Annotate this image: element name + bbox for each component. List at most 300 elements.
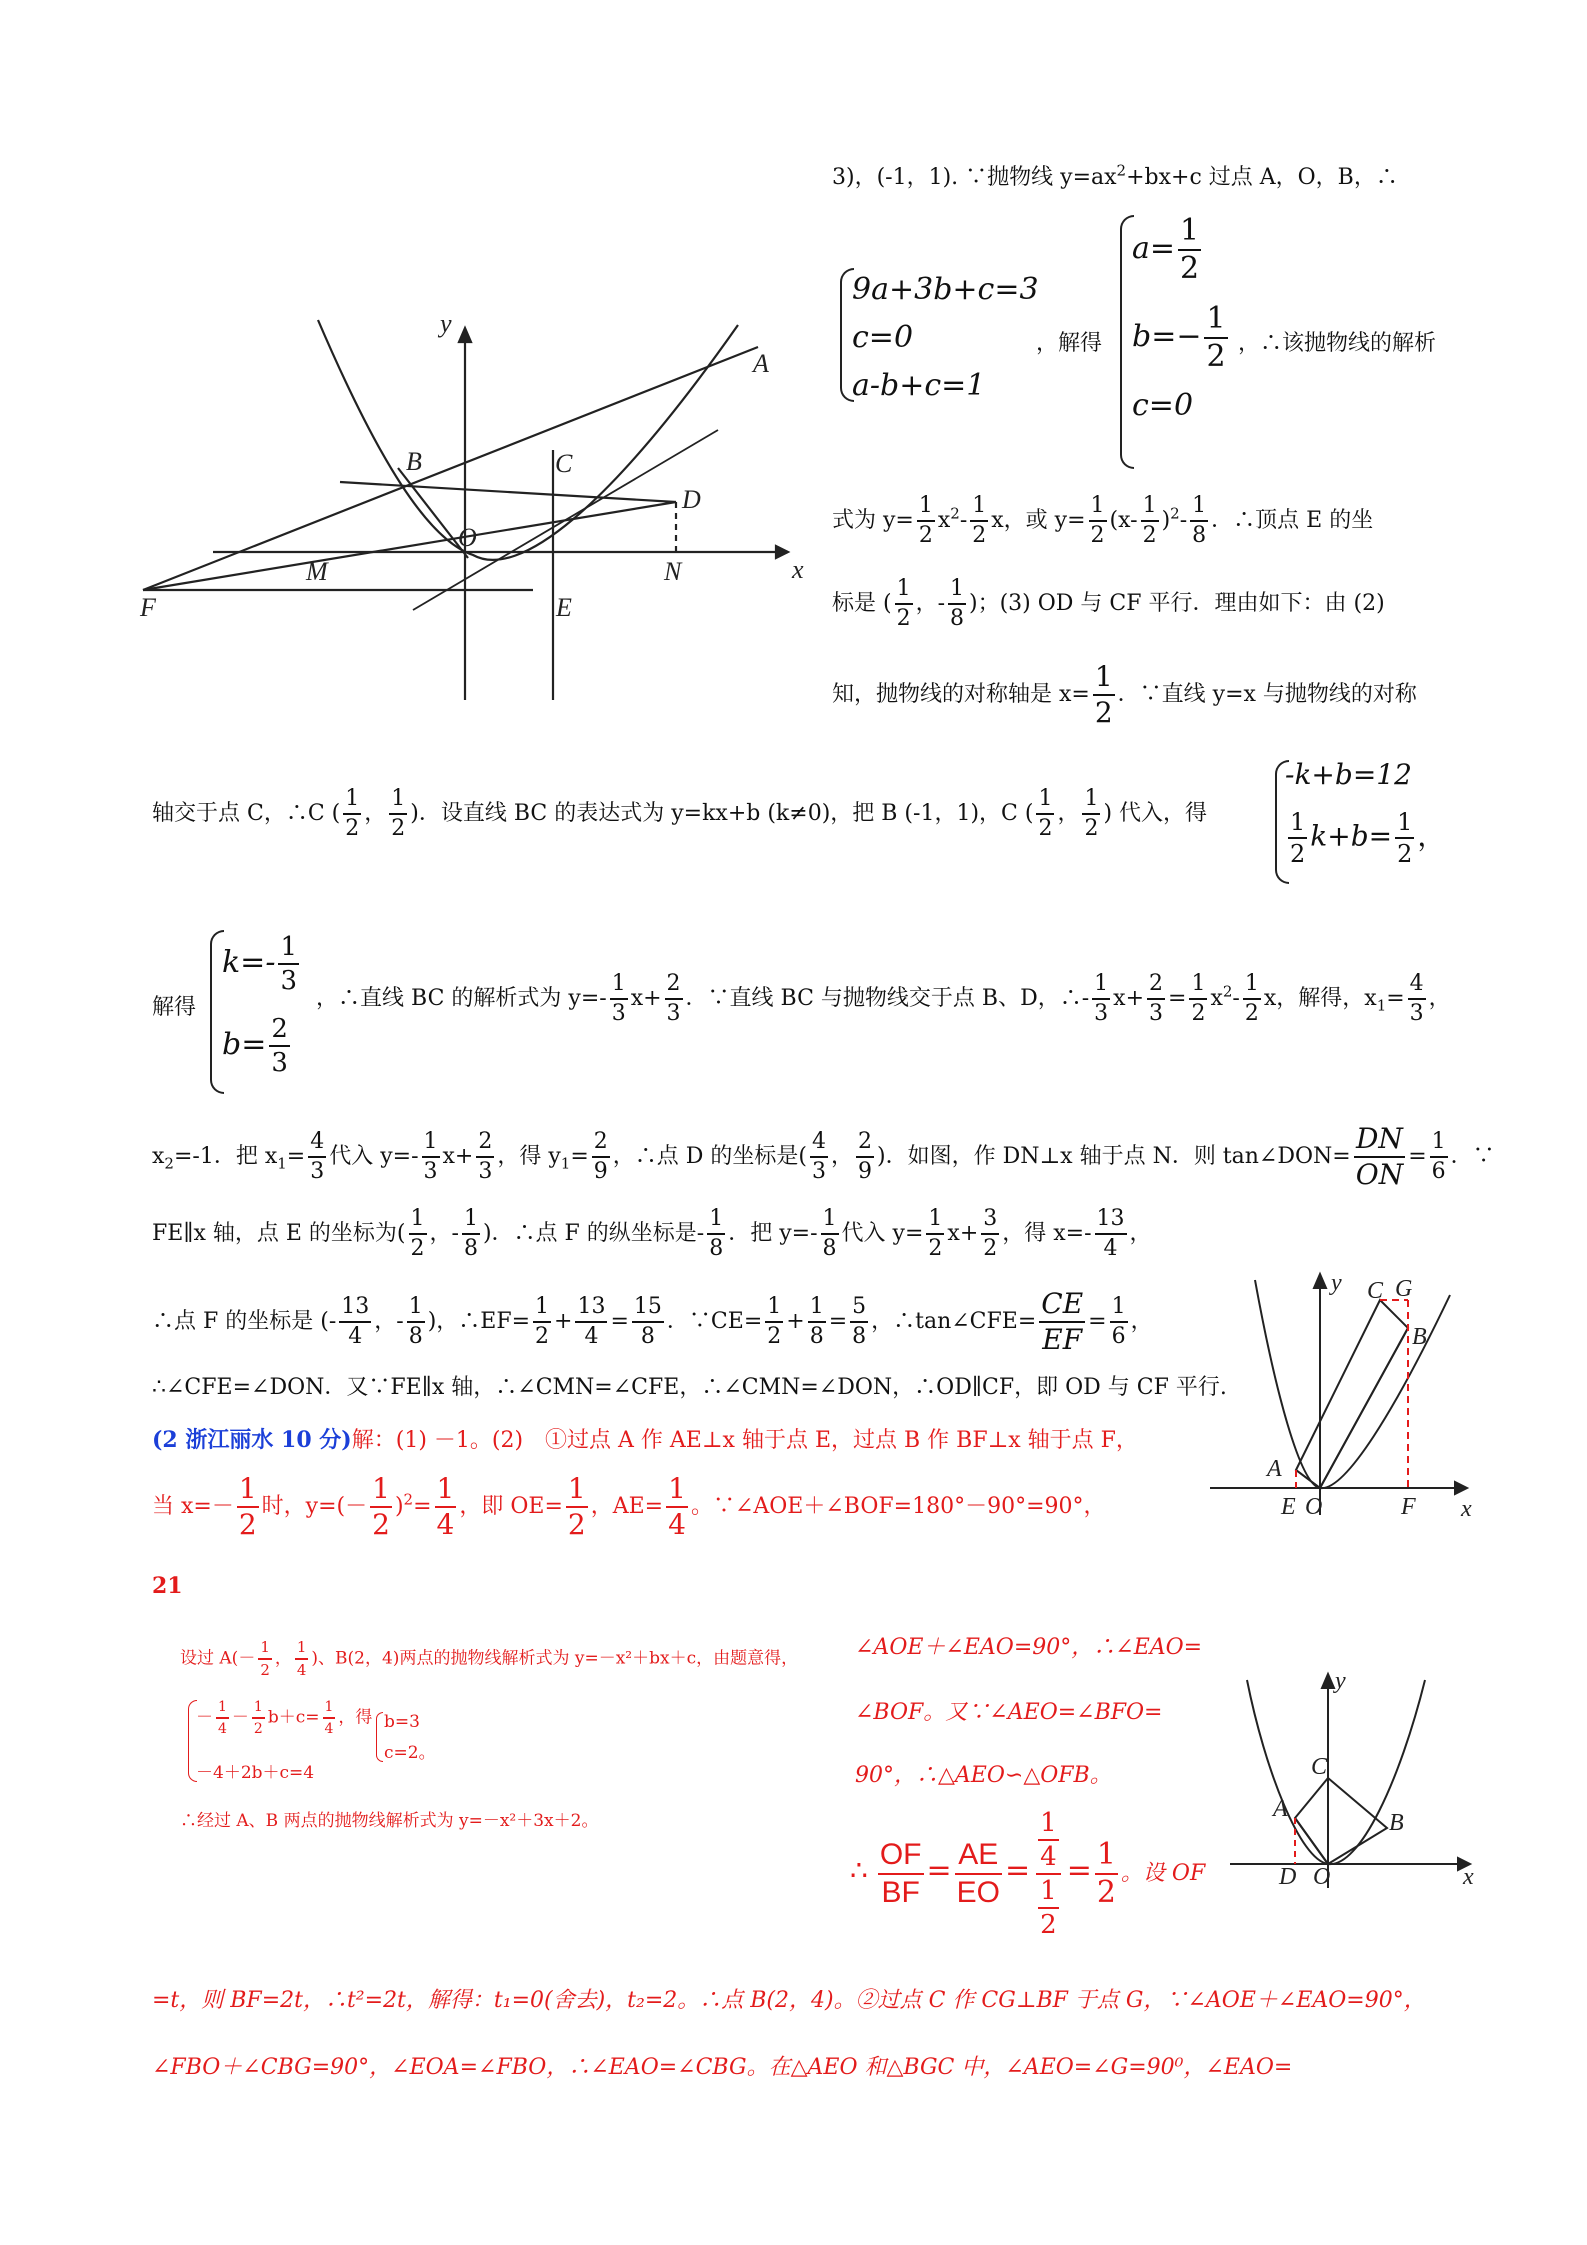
l10-f2 <box>407 1296 425 1348</box>
l8-f8d: 6 <box>1431 1159 1446 1184</box>
sys1-row3: a-b+c=1 <box>852 368 986 403</box>
l10-t9: ，∴tan∠CFE= <box>871 1309 1037 1334</box>
l3-f2n: 1 <box>970 495 988 522</box>
sys3-b <box>222 1016 293 1076</box>
l10-f5n: 15 <box>632 1296 664 1323</box>
l9-t3: )．∴点 F 的纵坐标是- <box>482 1221 705 1246</box>
l3-t1: 式为 y= <box>832 508 914 533</box>
l3-t5: (x- <box>1109 508 1138 533</box>
note-line-1 <box>180 1640 798 1678</box>
l8-f1n: 4 <box>308 1131 326 1158</box>
fig2-label-C: C <box>1367 1278 1384 1304</box>
l7-t7: x <box>1210 986 1223 1011</box>
l3-f1d: 2 <box>918 523 933 548</box>
l3-f4n: 1 <box>1141 495 1159 522</box>
sys2-f6n: 1 <box>1395 810 1414 839</box>
l7-s1: 2 <box>1222 982 1233 1001</box>
fig2-label-F: F <box>1401 1494 1416 1520</box>
l9-f6 <box>981 1208 999 1260</box>
sys2-row2 <box>1285 810 1445 866</box>
l8-f4n: 2 <box>592 1131 610 1158</box>
l9-t2: ，- <box>429 1221 459 1246</box>
sol-a-num: 1 <box>1178 216 1201 251</box>
note-f2n: 1 <box>295 1640 309 1660</box>
sys3-k <box>222 934 302 994</box>
l4-f1 <box>895 578 913 630</box>
fig3-label-y: y <box>1335 1670 1346 1694</box>
sys3-bn: 2 <box>269 1016 290 1047</box>
l8-f3n: 2 <box>476 1131 494 1158</box>
l7-f2d: 3 <box>666 1001 681 1026</box>
l8-f1 <box>308 1131 326 1183</box>
fig1-label-A: A <box>753 349 769 378</box>
l13-s1: 2 <box>403 1490 414 1509</box>
l6-f2 <box>389 788 407 840</box>
l10-f7n: 1 <box>808 1296 826 1323</box>
l5-fd: 2 <box>1094 696 1113 729</box>
l9-f5n: 1 <box>926 1208 944 1235</box>
fig2-label-B: B <box>1412 1324 1427 1350</box>
line-15: ∠FBO＋∠CBG=90°，∠EOA=∠FBO，∴∠EAO=∠CBG。在△AEO 和△BGC 中，∠AEO=∠G=90⁰，∠EAO= <box>152 2055 1293 2080</box>
fig2-label-A: A <box>1267 1456 1282 1482</box>
l7-f3n: 1 <box>1092 973 1110 1000</box>
line-13 <box>152 1472 1106 1541</box>
sys1-row2: c=0 <box>852 320 914 355</box>
source-tag: (2 浙江丽水 10 分) <box>152 1427 352 1453</box>
line-6 <box>152 788 1207 840</box>
l1-text-1: 3)，(-1，1). ∵抛物线 y=ax <box>832 165 1117 190</box>
l7-f7 <box>1408 973 1426 1025</box>
l9-f2 <box>462 1208 480 1260</box>
figure-parabola-cgbf <box>1205 1270 1485 1520</box>
sys3-k-lhs: k=- <box>222 945 276 980</box>
l10-t2: ，- <box>374 1309 404 1334</box>
l8-f6d: 9 <box>858 1159 873 1184</box>
sys3-b-frac <box>269 1016 290 1076</box>
sys1-mid: ，解得 <box>1036 331 1103 356</box>
note-r1f2n: 1 <box>252 1700 265 1719</box>
l9-f7n: 13 <box>1095 1208 1127 1235</box>
l7-f6d: 2 <box>1244 1001 1259 1026</box>
sys1-sol-c: c=0 <box>1132 388 1194 423</box>
l8-f3 <box>476 1131 494 1183</box>
l6-f4 <box>1082 788 1100 840</box>
l7-t8: - <box>1232 986 1240 1011</box>
l7-f3d: 3 <box>1094 1001 1109 1026</box>
note-s3: 。 <box>418 1743 436 1763</box>
sys2-t6: ， <box>1417 819 1446 853</box>
fig1-label-C: C <box>555 449 573 478</box>
note-row-1 <box>196 1700 372 1736</box>
line-8 <box>152 1122 1495 1191</box>
fig2-label-x: x <box>1461 1496 1472 1520</box>
note-line-4: ∴经过 A、B 两点的抛物线解析式为 y=－x²＋3x＋2。 <box>180 1811 599 1831</box>
l6-t1: 轴交于点 C，∴C ( <box>152 801 341 826</box>
l9-f5 <box>926 1208 944 1260</box>
l10-t1: ∴点 F 的坐标是 (- <box>152 1309 337 1334</box>
line-9 <box>152 1208 1152 1260</box>
l4-t1: 标是 ( <box>832 591 892 616</box>
r4-f4n: 1 <box>1095 1840 1118 1875</box>
sys2-f5n: 1 <box>1288 810 1307 839</box>
r4-t3: = <box>1005 1853 1031 1888</box>
fig3-label-D: D <box>1279 1864 1297 1890</box>
figure-parabola-ocfd <box>128 310 818 710</box>
fig1-label-E: E <box>556 593 572 622</box>
l12-t1: 解：(1) －1。(2) ①过点 A 作 AE⊥x 轴于点 E，过点 B 作 BF⊥x 轴于点 F， <box>351 1428 1138 1453</box>
r4-f3 <box>1033 1810 1064 1938</box>
l9-t5: 代入 y= <box>841 1221 924 1246</box>
l10-t8: = <box>828 1309 848 1334</box>
fig1-label-y: y <box>440 310 452 338</box>
note-t1: 设过 A(－ <box>180 1648 256 1669</box>
l10-t7: + <box>786 1309 805 1334</box>
l8-f8n: 1 <box>1430 1131 1448 1158</box>
l10-f10d: 6 <box>1111 1324 1126 1349</box>
l8-f7n: DN <box>1354 1125 1405 1158</box>
l13-f4d: 2 <box>567 1508 586 1541</box>
l9-f4d: 8 <box>822 1236 837 1261</box>
l8-f4d: 9 <box>593 1159 608 1184</box>
l10-f10 <box>1110 1296 1128 1348</box>
l3-t4: x，或 y= <box>991 508 1086 533</box>
l10-f9d: EF <box>1042 1323 1083 1356</box>
l4-f2d: 8 <box>950 606 965 631</box>
l6-f1n: 1 <box>343 788 361 815</box>
l13-t6: ，AE= <box>590 1494 664 1519</box>
fig3-label-A: A <box>1273 1796 1288 1822</box>
l5-f <box>1093 660 1115 729</box>
l3-t2: x <box>937 508 951 533</box>
l8-f3d: 3 <box>478 1159 493 1184</box>
sol-b-lhs: b=− <box>1132 319 1202 354</box>
note-r1f3d: 4 <box>324 1721 334 1737</box>
l4-f2n: 1 <box>948 578 966 605</box>
l4-t3: )；(3) OD 与 CF 平行．理由如下：由 (2) <box>969 591 1385 616</box>
l13-f3 <box>435 1472 457 1541</box>
l7-f1 <box>610 973 628 1025</box>
l8-f4 <box>592 1131 610 1183</box>
l8-sb1: 2 <box>164 1154 174 1173</box>
note-sol-1: b=3 <box>384 1712 420 1732</box>
l9-t7: ，得 x=- <box>1002 1221 1092 1246</box>
l4-f2 <box>948 578 966 630</box>
l10-f10n: 1 <box>1110 1296 1128 1323</box>
l6-f4n: 1 <box>1082 788 1100 815</box>
l8-f2n: 1 <box>422 1131 440 1158</box>
l10-t3: )，∴EF= <box>427 1309 531 1334</box>
l3-t3: - <box>959 508 968 533</box>
note-brace-2 <box>376 1712 383 1762</box>
l9-f3 <box>707 1208 725 1260</box>
l7-f5 <box>1189 973 1207 1025</box>
line-4 <box>832 578 1385 630</box>
r4-f3n: 1 <box>1038 1810 1059 1841</box>
l7-f4n: 2 <box>1147 973 1165 1000</box>
l9-f5d: 2 <box>928 1236 943 1261</box>
sys2-f6d: 2 <box>1397 840 1413 868</box>
right-line-2: ∠BOF。又∵∠AEO=∠BFO= <box>855 1700 1163 1725</box>
note-r1d: ，得 <box>338 1707 373 1728</box>
l3-t7: - <box>1179 508 1188 533</box>
sys3-k-frac <box>278 934 299 994</box>
l10-f1n: 13 <box>339 1296 371 1323</box>
l7-t2: ，∴直线 BC 的解析式为 y=- <box>316 986 607 1011</box>
l8-t1: x <box>152 1144 165 1169</box>
l9-t6: x+ <box>947 1221 979 1246</box>
l13-f2d: 2 <box>372 1508 390 1541</box>
l6-f3n: 1 <box>1036 788 1054 815</box>
line-1 <box>832 160 1398 191</box>
l10-f6d: 2 <box>767 1324 782 1349</box>
l8-t6: ，得 y <box>497 1144 561 1169</box>
fig2-label-G: G <box>1395 1276 1413 1302</box>
l8-t11: = <box>1408 1144 1427 1169</box>
fig2-label-O: O <box>1305 1494 1323 1520</box>
l3-f3d: 2 <box>1090 523 1105 548</box>
l6-f1 <box>343 788 361 840</box>
sol-b-num: 1 <box>1204 304 1227 339</box>
l7-t6: = <box>1168 986 1187 1011</box>
l7-f6 <box>1243 973 1261 1025</box>
l8-t2: =-1．把 x <box>173 1144 278 1169</box>
l8-t3: = <box>286 1144 306 1169</box>
fig3-label-x: x <box>1463 1864 1474 1890</box>
l9-f6n: 3 <box>981 1208 999 1235</box>
l10-f3 <box>533 1296 551 1348</box>
l13-f3n: 1 <box>435 1475 457 1508</box>
l6-t5: ) 代入，得 <box>1103 801 1208 826</box>
l10-f3n: 1 <box>533 1296 551 1323</box>
l8-f5 <box>810 1131 828 1183</box>
l13-f5n: 1 <box>666 1475 688 1508</box>
l9-f2n: 1 <box>462 1208 480 1235</box>
l9-t8: ， <box>1129 1221 1152 1246</box>
r4-f2d: EO <box>956 1876 1000 1909</box>
note-row-2: －4＋2b＋c=4 <box>196 1763 315 1783</box>
l8-t4: 代入 y=- <box>329 1144 419 1169</box>
l8-f6n: 2 <box>856 1131 874 1158</box>
l9-f2d: 8 <box>463 1236 478 1261</box>
note-r1f1n: 1 <box>216 1700 229 1719</box>
l3-s2: 2 <box>1170 504 1180 523</box>
l3-f5 <box>1190 495 1208 547</box>
l13-t5: ，即 OE= <box>459 1494 563 1519</box>
l10-f4n: 13 <box>575 1296 607 1323</box>
l3-s1: 2 <box>950 504 960 523</box>
l8-f6 <box>856 1131 874 1183</box>
l7-t10: = <box>1386 986 1405 1011</box>
sys1-tail: ，∴该抛物线的解析 <box>1238 331 1437 356</box>
l10-f8 <box>850 1296 868 1348</box>
l3-f5d: 8 <box>1192 523 1207 548</box>
fig1-label-O: O <box>458 523 477 552</box>
l7-f7n: 4 <box>1408 973 1426 1000</box>
l8-t7: = <box>570 1144 589 1169</box>
r4-f2 <box>955 1840 1002 1908</box>
l6-f3d: 2 <box>1038 816 1053 841</box>
l3-t8: ．∴顶点 E 的坐 <box>1211 508 1374 533</box>
l10-f5 <box>632 1296 664 1348</box>
fig2-label-y: y <box>1331 1270 1342 1296</box>
r4-t2: = <box>926 1853 952 1888</box>
page-number: 21 <box>152 1573 183 1599</box>
l3-f2 <box>970 495 988 547</box>
l9-f1d: 2 <box>410 1236 425 1261</box>
fig3-label-C: C <box>1311 1754 1328 1780</box>
note-r1f3n: 1 <box>323 1700 336 1719</box>
fig1-label-B: B <box>406 447 422 476</box>
l8-f2 <box>422 1131 440 1183</box>
l13-f5 <box>666 1472 688 1541</box>
note-f1 <box>258 1640 272 1678</box>
l6-f2d: 2 <box>391 816 406 841</box>
l13-t1: 当 x=－ <box>152 1494 234 1519</box>
line-3 <box>832 495 1373 547</box>
l10-f4d: 4 <box>584 1324 599 1349</box>
l7-f2 <box>665 973 683 1025</box>
l9-f7 <box>1095 1208 1127 1260</box>
l8-sb3: 1 <box>560 1154 571 1173</box>
l10-f6 <box>765 1296 783 1348</box>
l7-f1d: 3 <box>611 1001 626 1026</box>
l4-t2: ，- <box>915 591 946 616</box>
r4-f3e: 1 <box>1038 1878 1059 1909</box>
r4-t1: ∴ <box>850 1854 868 1887</box>
note-t2: ， <box>274 1648 292 1669</box>
l6-t3: )．设直线 BC 的表达式为 y=kx+b (k≠0)，把 B (-1，1)，C ( <box>410 801 1034 826</box>
r4-f4 <box>1095 1837 1118 1910</box>
l6-t2: ， <box>364 801 387 826</box>
l10-f1 <box>339 1296 371 1348</box>
sys3-kn: 1 <box>278 934 299 965</box>
r4-f3d: 4 <box>1040 1842 1057 1872</box>
l7-f6n: 1 <box>1243 973 1261 1000</box>
l10-f2d: 8 <box>408 1324 423 1349</box>
l8-f1d: 3 <box>310 1159 325 1184</box>
l3-f4d: 2 <box>1142 523 1157 548</box>
l13-f1d: 2 <box>238 1508 257 1541</box>
l10-f8d: 8 <box>852 1324 867 1349</box>
l13-f5d: 4 <box>668 1508 686 1541</box>
l8-t9: ， <box>831 1144 854 1169</box>
sol-a-frac <box>1178 213 1201 286</box>
ratio-expression <box>850 1810 1205 1938</box>
l4-f1n: 1 <box>895 578 913 605</box>
l5-t2: ．∵直线 y=x 与抛物线的对称 <box>1117 682 1417 707</box>
l10-f3d: 2 <box>535 1324 550 1349</box>
l9-f3d: 8 <box>709 1236 724 1261</box>
l10-f8n: 5 <box>850 1296 868 1323</box>
line-5 <box>832 660 1417 729</box>
l13-f2n: 1 <box>370 1475 392 1508</box>
l3-f1n: 1 <box>917 495 935 522</box>
note-r1f1 <box>216 1700 229 1736</box>
l3-f2d: 2 <box>972 523 987 548</box>
line-7 <box>316 973 1451 1025</box>
figure-parabola-cab <box>1225 1670 1485 1890</box>
l10-f9 <box>1039 1287 1085 1356</box>
l3-t6: ) <box>1161 508 1171 533</box>
sys3-bd: 3 <box>271 1048 288 1078</box>
l8-f8 <box>1430 1131 1448 1183</box>
fig1-label-N: N <box>664 557 682 586</box>
sys2-f5 <box>1288 810 1307 866</box>
l10-f2n: 1 <box>407 1296 425 1323</box>
note-sol-2 <box>384 1738 436 1763</box>
l8-f5n: 4 <box>810 1131 828 1158</box>
l8-f7 <box>1354 1122 1405 1191</box>
l13-t7: 。∵∠AOE＋∠BOF=180°－90°=90°， <box>690 1494 1106 1519</box>
l13-f1 <box>237 1472 259 1541</box>
l3-f4 <box>1141 495 1159 547</box>
l7-f2n: 2 <box>665 973 683 1000</box>
note-r1f2d: 2 <box>253 1721 263 1737</box>
l9-f1n: 1 <box>409 1208 427 1235</box>
l7-sb: 1 <box>1376 996 1387 1015</box>
l6-f4d: 2 <box>1084 816 1099 841</box>
r4-f1 <box>878 1840 924 1908</box>
sol-a-den: 2 <box>1180 251 1200 286</box>
note-r1a: － <box>196 1707 213 1728</box>
l13-f3d: 4 <box>436 1508 455 1541</box>
l7-t5: x+ <box>1113 986 1145 1011</box>
sys1-sol-a <box>1132 213 1204 286</box>
l9-f6d: 2 <box>983 1236 998 1261</box>
r4-f1d: BF <box>881 1876 920 1909</box>
line-12 <box>152 1423 1138 1454</box>
l10-f9n: CE <box>1039 1290 1085 1323</box>
l3-f1 <box>917 495 935 547</box>
l10-f4 <box>575 1296 607 1348</box>
fig3-label-B: B <box>1389 1810 1404 1836</box>
fig2-label-E: E <box>1281 1494 1296 1520</box>
l9-f4 <box>821 1208 839 1260</box>
l8-f7d: ON <box>1355 1158 1404 1191</box>
sys2-f5d: 2 <box>1290 840 1306 868</box>
l6-f2n: 1 <box>389 788 407 815</box>
l8-sb2: 1 <box>277 1154 287 1173</box>
right-line-1: ∠AOE＋∠EAO=90°，∴∠EAO= <box>855 1635 1203 1660</box>
r4-f3f: 2 <box>1040 1910 1057 1940</box>
l9-f1 <box>409 1208 427 1260</box>
note-r1f2 <box>252 1700 265 1736</box>
note-r1c: b＋c= <box>267 1707 320 1728</box>
note-f2 <box>295 1640 309 1678</box>
l7-t9: x，解得，x <box>1263 986 1377 1011</box>
l10-f1d: 4 <box>348 1324 363 1349</box>
note-t3: )、B(2，4)两点的抛物线解析式为 y=－x²＋bx＋c，由题意得， <box>311 1648 799 1669</box>
r4-f1n: OF <box>878 1840 924 1875</box>
fig1-label-M: M <box>306 557 328 586</box>
fig1-label-x: x <box>792 555 804 584</box>
l3-f3n: 1 <box>1089 495 1107 522</box>
sol-a-lhs: a= <box>1132 231 1176 266</box>
r4-f2n: AE <box>955 1840 1002 1875</box>
sol-b-frac <box>1204 301 1227 374</box>
sys2-row1: -k+b=12 <box>1285 758 1412 791</box>
l10-t4: + <box>554 1309 573 1334</box>
l1-text-2: +bx+c 过点 A，O，B，∴ <box>1126 165 1398 190</box>
fig3-label-O: O <box>1313 1864 1331 1890</box>
sys3-b-lhs: b= <box>222 1027 267 1062</box>
line-14: =t，则 BF=2t，∴t²=2t，解得：t₁=0(舍去)，t₂=2。∴点 B(2，4)。②过点 C 作 CG⊥BF 于点 G，∵∠AOE＋∠EAO=90°， <box>152 1988 1426 2013</box>
l7-f5d: 2 <box>1191 1001 1206 1026</box>
line-7-label: 解得 <box>152 995 197 1020</box>
note-r1f3 <box>323 1700 336 1736</box>
l7-f3 <box>1092 973 1110 1025</box>
l7-t3: x+ <box>630 986 662 1011</box>
